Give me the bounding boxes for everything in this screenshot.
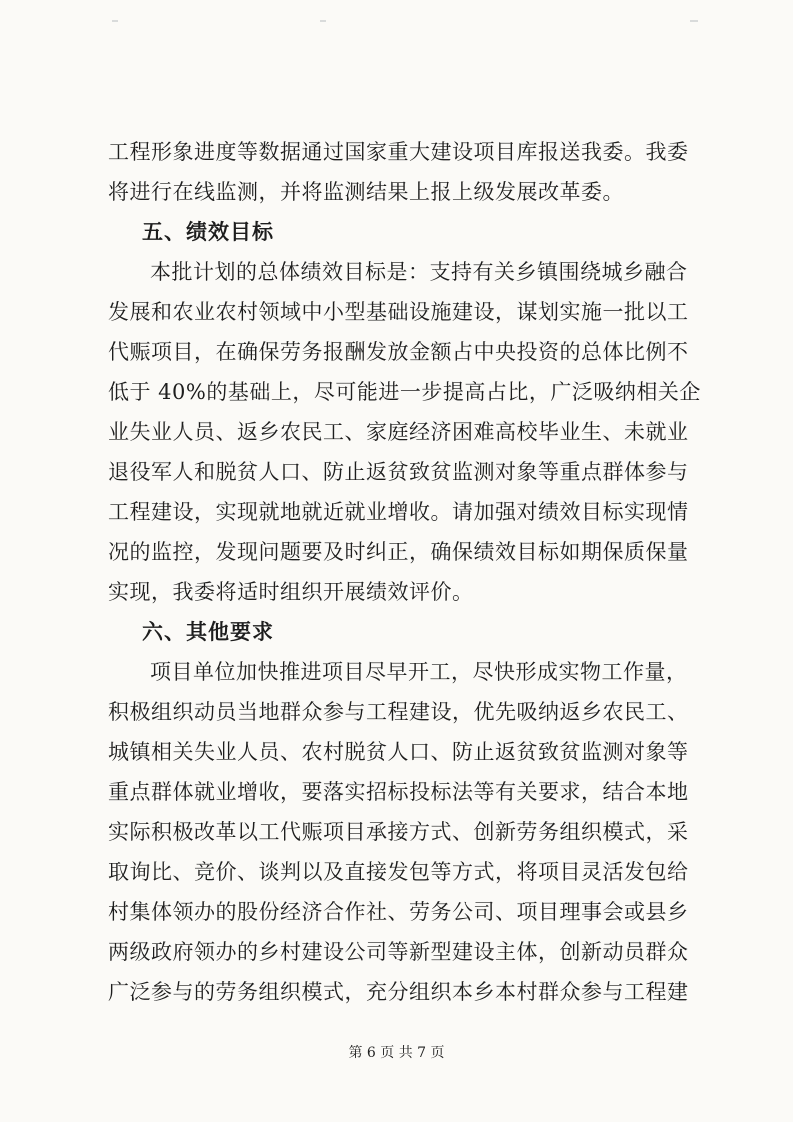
scan-mark — [112, 20, 118, 22]
text-line: 村集体领办的股份经济合作社、劳务公司、项目理事会或县乡 — [108, 900, 689, 924]
text-line: 重点群体就业增收，要落实招标投标法等有关要求，结合本地 — [108, 780, 689, 804]
text-line: 工程形象进度等数据通过国家重大建设项目库报送我委。我委 — [108, 140, 689, 164]
page-number: 第 6 页 共 7 页 — [348, 1045, 445, 1061]
section-heading-other-requirements: 六、其他要求 — [142, 620, 274, 644]
text-line: 低于 40%的基础上，尽可能进一步提高占比，广泛吸纳相关企 — [108, 380, 701, 404]
text-line: 业失业人员、返乡农民工、家庭经济困难高校毕业生、未就业 — [108, 420, 689, 444]
body-text — [108, 132, 701, 1012]
text-line: 发展和农业农村领域中小型基础设施建设，谋划实施一批以工 — [108, 300, 689, 324]
scan-mark — [320, 20, 326, 22]
text-line: 将进行在线监测，并将监测结果上报上级发展改革委。 — [108, 180, 624, 204]
text-line: 两级政府领办的乡村建设公司等新型建设主体，创新动员群众 — [108, 940, 689, 964]
text-line: 工程建设，实现就地就近就业增收。请加强对绩效目标实现情 — [108, 500, 689, 524]
text-line: 实际积极改革以工代赈项目承接方式、创新劳务组织模式，采 — [108, 820, 689, 844]
text-line: 城镇相关失业人员、农村脱贫人口、防止返贫致贫监测对象等 — [108, 740, 689, 764]
text-line: 退役军人和脱贫人口、防止返贫致贫监测对象等重点群体参与 — [108, 460, 689, 484]
scan-mark — [690, 20, 698, 22]
text-line: 本批计划的总体绩效目标是：支持有关乡镇围绕城乡融合 — [150, 260, 688, 284]
text-line: 积极组织动员当地群众参与工程建设，优先吸纳返乡农民工、 — [108, 700, 689, 724]
text-line: 实现，我委将适时组织开展绩效评价。 — [108, 580, 474, 604]
text-line: 项目单位加快推进项目尽早开工，尽快形成实物工作量， — [150, 660, 688, 684]
text-line: 广泛参与的劳务组织模式，充分组织本乡本村群众参与工程建 — [108, 980, 689, 1004]
text-line: 代赈项目，在确保劳务报酬发放金额占中央投资的总体比例不 — [108, 340, 689, 364]
section-heading-performance-goals: 五、绩效目标 — [142, 220, 274, 244]
text-line: 况的监控，发现问题要及时纠正，确保绩效目标如期保质保量 — [108, 540, 689, 564]
text-line: 取询比、竞价、谈判以及直接发包等方式，将项目灵活发包给 — [108, 860, 689, 884]
